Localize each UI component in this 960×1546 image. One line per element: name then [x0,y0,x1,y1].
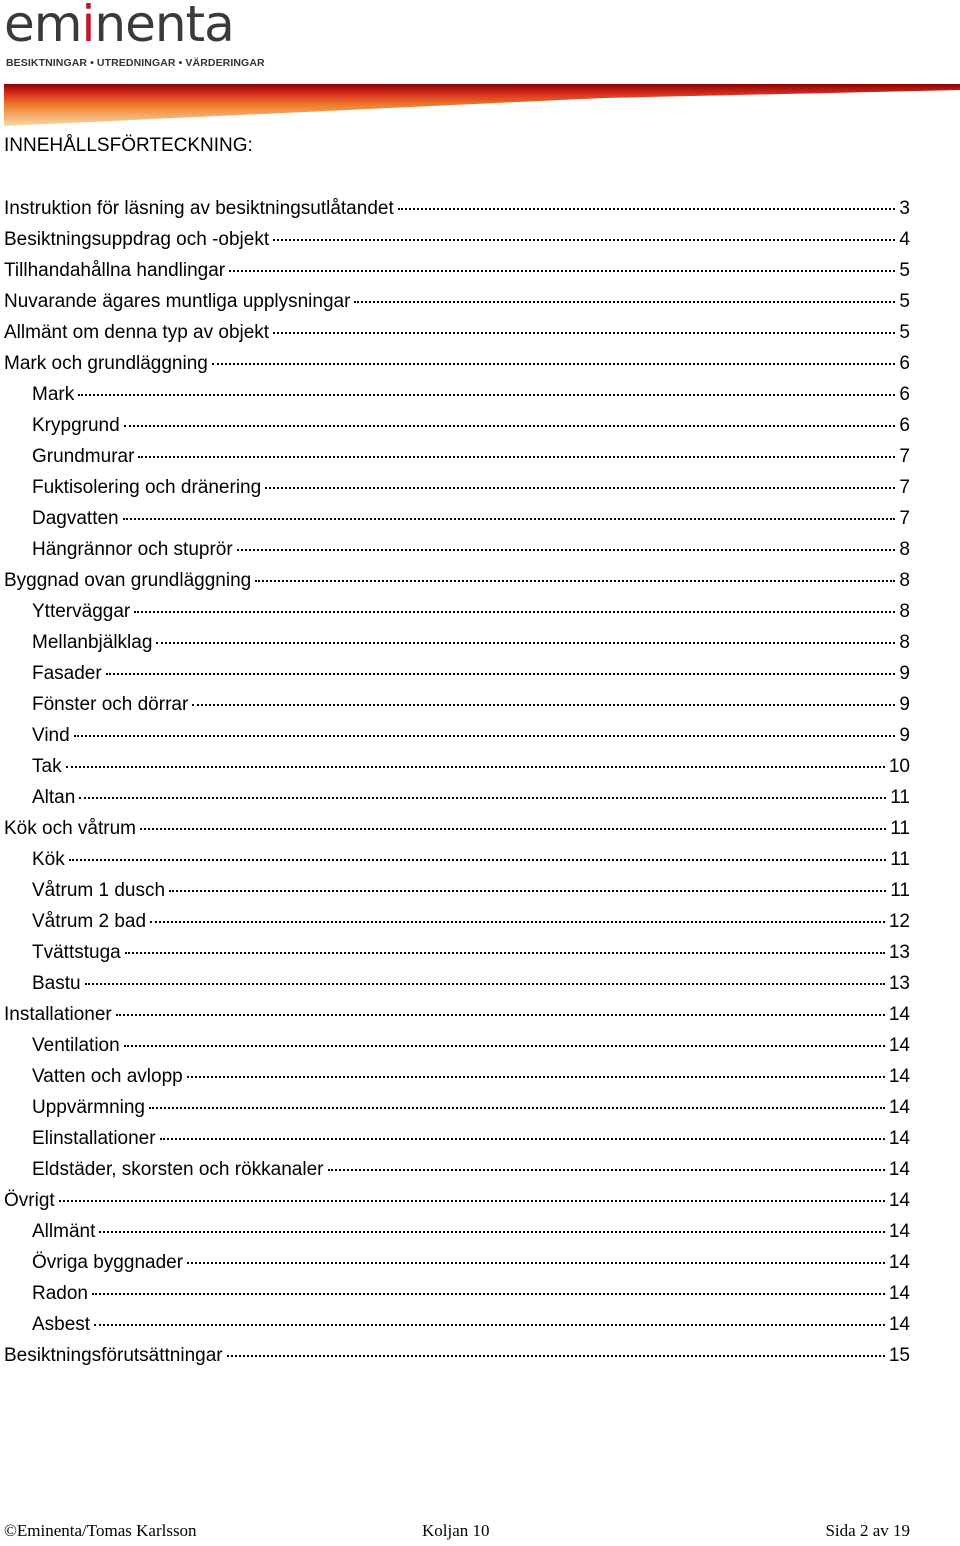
toc-entry[interactable] [4,908,910,939]
toc-entry-page: 13 [888,973,910,994]
toc-entry-label: Installationer [4,1004,112,1025]
toc-entry[interactable] [4,877,910,908]
toc-entry[interactable] [4,970,910,1001]
toc-entry-label: Dagvatten [32,508,119,529]
toc-entry-label: Mark [32,384,75,405]
toc-entry-label: Besiktningsförutsättningar [4,1345,223,1366]
toc-dot-leader [328,1169,885,1171]
toc-dot-leader [273,239,895,241]
toc-entry[interactable] [4,1280,910,1311]
toc-entry-page: 6 [899,415,910,436]
toc-entry[interactable] [4,1032,910,1063]
company-logo [4,0,265,75]
toc-entry[interactable] [4,350,910,381]
toc-entry-label: Våtrum 1 dusch [32,880,166,901]
toc-entry-page: 10 [888,756,910,777]
toc-entry-label: Besiktningsuppdrag och -objekt [4,229,270,250]
toc-entry-page: 8 [899,601,910,622]
toc-dot-leader [212,363,896,365]
toc-dot-leader [106,673,896,675]
toc-entry-label: Våtrum 2 bad [32,911,147,932]
toc-entry[interactable] [4,1063,910,1094]
toc-entry-page: 8 [899,632,910,653]
logo-wordmark-accent: i [81,0,95,53]
toc-dot-leader [192,704,895,706]
toc-entry-page: 7 [899,477,910,498]
toc-entry-label: Hängrännor och stuprör [32,539,233,560]
toc-dot-leader [140,828,886,830]
toc-entry[interactable] [4,722,910,753]
toc-entry[interactable] [4,226,910,257]
toc-entry[interactable] [4,753,910,784]
footer-page-number: Sida 2 av 19 [825,1521,910,1540]
toc-entry[interactable] [4,598,910,629]
toc-dot-leader [160,1138,885,1140]
toc-dot-leader [123,518,896,520]
toc-dot-leader [59,1200,885,1202]
toc-dot-leader [116,1014,885,1016]
toc-entry[interactable] [4,846,910,877]
toc-entry-label: Mellanbjälklag [32,632,153,653]
toc-dot-leader [169,890,886,892]
toc-entry-page: 11 [890,849,910,870]
toc-entry[interactable] [4,1156,910,1187]
toc-entry-page: 9 [899,663,910,684]
toc-entry-label: Fönster och dörrar [32,694,189,715]
toc-dot-leader [99,1231,885,1233]
toc-entry[interactable] [4,474,910,505]
logo-wordmark: eminenta [4,0,234,54]
toc-entry-page: 14 [888,1097,910,1118]
toc-entry[interactable] [4,319,910,350]
toc-entry-label: Övrigt [4,1190,55,1211]
toc-entry-page: 14 [888,1283,910,1304]
toc-entry-label: Kök [32,849,65,870]
toc-entry-label: Grundmurar [32,446,135,467]
toc-entry-page: 7 [899,446,910,467]
toc-dot-leader [66,766,885,768]
toc-entry[interactable] [4,443,910,474]
toc-entry-page: 14 [888,1128,910,1149]
toc-entry[interactable] [4,1001,910,1032]
toc-entry-page: 7 [899,508,910,529]
toc-entry-page: 8 [899,570,910,591]
toc-entry-page: 5 [899,260,910,281]
toc-entry[interactable] [4,288,910,319]
toc-dot-leader [255,580,895,582]
header-stripe [4,84,960,126]
toc-entry[interactable] [4,381,910,412]
toc-entry[interactable] [4,1125,910,1156]
toc-dot-leader [69,859,887,861]
toc-entry[interactable] [4,412,910,443]
toc-entry-page: 12 [888,911,910,932]
toc-entry[interactable] [4,1218,910,1249]
toc-entry-page: 14 [888,1004,910,1025]
toc-entry-page: 9 [899,694,910,715]
toc-entry[interactable] [4,195,910,226]
toc-entry-page: 11 [890,818,910,839]
toc-dot-leader [265,487,895,489]
toc-entry[interactable] [4,1249,910,1280]
toc-dot-leader [150,921,885,923]
toc-entry-label: Vatten och avlopp [32,1066,183,1087]
toc-entry[interactable] [4,536,910,567]
toc-entry-label: Mark och grundläggning [4,353,208,374]
toc-dot-leader [74,735,896,737]
toc-entry[interactable] [4,567,910,598]
toc-entry-label: Bastu [32,973,81,994]
toc-entry-page: 14 [888,1035,910,1056]
toc-entry-label: Uppvärmning [32,1097,145,1118]
footer-copyright: ©Eminenta/Tomas Karlsson [4,1521,197,1540]
toc-entry-label: Altan [32,787,76,808]
toc-entry-page: 5 [899,322,910,343]
toc-entry-label: Byggnad ovan grundläggning [4,570,252,591]
toc-dot-leader [398,208,896,210]
toc-entry[interactable] [4,1094,910,1125]
toc-entry[interactable] [4,660,910,691]
toc-entry-label: Instruktion för läsning av besiktningsutlåtandet [4,198,394,219]
toc-entry[interactable] [4,1342,910,1373]
toc-entry[interactable] [4,1311,910,1342]
toc-entry-label: Övriga byggnader [32,1252,184,1273]
toc-entry-label: Asbest [32,1314,91,1335]
toc-dot-leader [79,797,886,799]
toc-heading: INNEHÅLLSFÖRTECKNING: [4,135,253,156]
toc-entry-label: Tak [32,756,62,777]
toc-dot-leader [124,425,896,427]
toc-entry[interactable] [4,505,910,536]
toc-entry-label: Vind [32,725,70,746]
toc-entry-page: 15 [888,1345,910,1366]
toc-entry[interactable] [4,691,910,722]
toc-entry-label: Tvättstuga [32,942,121,963]
footer-property-name: Koljan 10 [422,1521,490,1540]
toc-dot-leader [125,952,885,954]
toc-dot-leader [187,1076,885,1078]
toc-dot-leader [94,1324,885,1326]
toc-entry-label: Nuvarande ägares muntliga upplysningar [4,291,351,312]
toc-entry-label: Tillhandahållna handlingar [4,260,226,281]
table-of-contents [4,195,910,1373]
toc-entry-label: Fasader [32,663,102,684]
toc-entry-page: 3 [899,198,910,219]
toc-entry-page: 6 [899,353,910,374]
toc-dot-leader [229,270,895,272]
toc-entry-page: 14 [888,1314,910,1335]
toc-dot-leader [85,983,885,985]
toc-entry[interactable] [4,257,910,288]
toc-entry-label: Ytterväggar [32,601,131,622]
toc-entry[interactable] [4,939,910,970]
toc-entry-page: 11 [890,880,910,901]
toc-dot-leader [149,1107,885,1109]
toc-dot-leader [78,394,895,396]
toc-entry-page: 8 [899,539,910,560]
toc-entry-page: 14 [888,1066,910,1087]
toc-dot-leader [187,1262,885,1264]
toc-dot-leader [134,611,895,613]
toc-entry-page: 5 [899,291,910,312]
toc-entry[interactable] [4,784,910,815]
toc-entry-page: 14 [888,1159,910,1180]
toc-dot-leader [237,549,896,551]
toc-entry-page: 11 [890,787,910,808]
toc-entry[interactable] [4,815,910,846]
toc-entry-page: 6 [899,384,910,405]
toc-entry-page: 14 [888,1252,910,1273]
toc-entry-page: 9 [899,725,910,746]
toc-dot-leader [156,642,895,644]
toc-entry-label: Allmänt om denna typ av objekt [4,322,270,343]
toc-dot-leader [138,456,895,458]
toc-entry-page: 4 [899,229,910,250]
toc-dot-leader [354,301,895,303]
toc-entry-label: Radon [32,1283,88,1304]
toc-entry-page: 14 [888,1190,910,1211]
toc-entry[interactable] [4,1187,910,1218]
toc-dot-leader [227,1355,885,1357]
logo-tagline: BESIKTNINGAR • UTREDNINGAR • VÄRDERINGAR [6,57,265,69]
toc-dot-leader [92,1293,885,1295]
toc-entry-label: Kök och våtrum [4,818,136,839]
toc-entry-label: Allmänt [32,1221,96,1242]
toc-entry-label: Eldstäder, skorsten och rökkanaler [32,1159,324,1180]
toc-dot-leader [124,1045,885,1047]
toc-dot-leader [273,332,895,334]
toc-entry-label: Fuktisolering och dränering [32,477,262,498]
toc-entry-label: Elinstallationer [32,1128,156,1149]
toc-entry-page: 13 [888,942,910,963]
toc-entry-label: Krypgrund [32,415,120,436]
toc-entry-page: 14 [888,1221,910,1242]
toc-entry-label: Ventilation [32,1035,120,1056]
toc-entry[interactable] [4,629,910,660]
